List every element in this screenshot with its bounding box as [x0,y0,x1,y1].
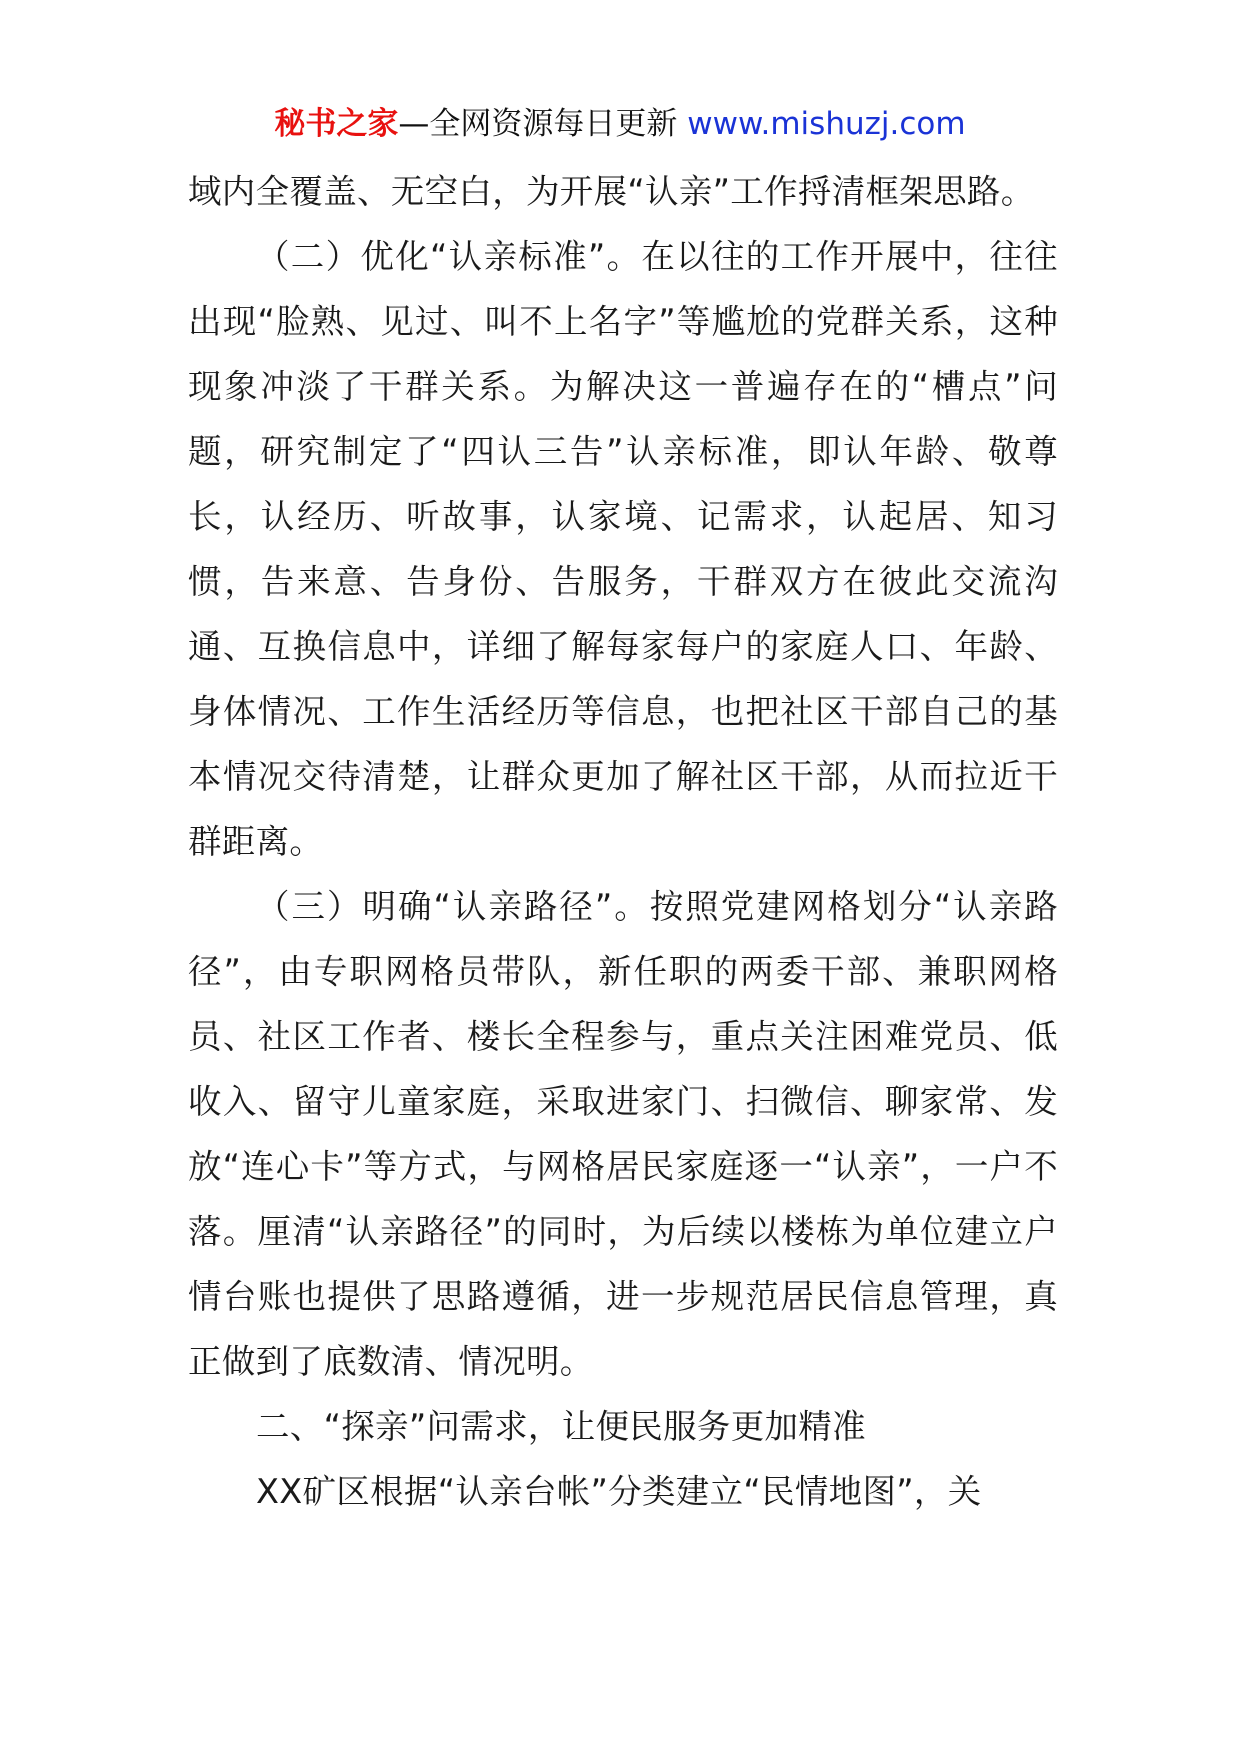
page-header [0,104,1240,144]
document-body [188,159,1058,1524]
paragraph-section-3: （三）明确“认亲路径”。按照党建网格划分“认亲路径”，由专职网格员带队，新任职的两委干部、兼职网格员、社区工作者、楼长全程参与，重点关注困难党员、低收入、留守儿童家庭，采取进家门、扫微信、聊家常、发放“连心卡”等方式，与网格居民家庭逐一“认亲”，一户不落。厘清“认亲路径”的同时，为后续以楼栋为单位建立户情台账也提供了思路遵循，进一步规范居民信息管理，真正做到了底数清、情况明。 [188,887,1058,1381]
paragraph-truncated: XX矿区根据“认亲台帐”分类建立“民情地图”，关 [256,1472,982,1511]
website-url: www.mishuzj.com [687,106,966,142]
brand-name: 秘书之家 [274,106,399,142]
header-slogan: —全网资源每日更新 [398,106,688,142]
paragraph-continuation: 域内全覆盖、无空白，为开展“认亲”工作捋清框架思路。 [188,172,1035,211]
section-heading: 二、“探亲”问需求，让便民服务更加精准 [256,1407,866,1446]
paragraph-section-2: （二）优化“认亲标准”。在以往的工作开展中，往往出现“脸熟、见过、叫不上名字”等尴尬的党群关系，这种现象冲淡了干群关系。为解决这一普遍存在的“槽点”问题，研究制定了“四认三告”认亲标准，即认年龄、敬尊长，认经历、听故事，认家境、记需求，认起居、知习惯，告来意、告身份、告服务，干群双方在彼此交流沟通、互换信息中，详细了解每家每户的家庭人口、年龄、身体情况、工作生活经历等信息，也把社区干部自己的基本情况交待清楚，让群众更加了解社区干部，从而拉近干群距离。 [188,237,1058,861]
